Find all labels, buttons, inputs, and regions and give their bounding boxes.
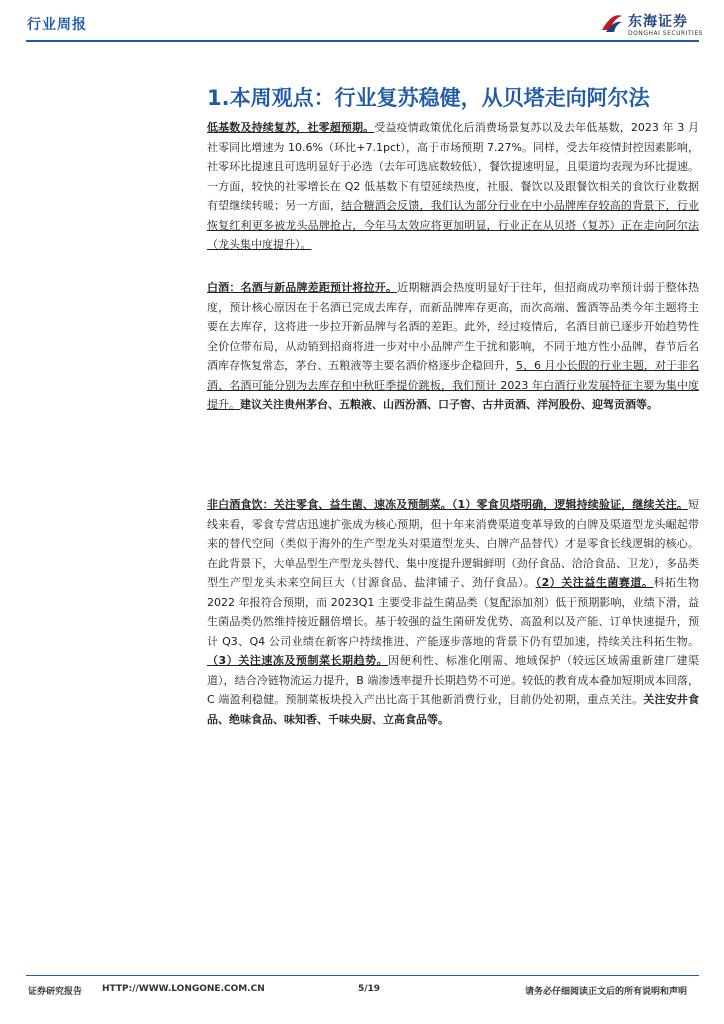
header-divider	[26, 40, 699, 42]
subsection-snacks-text: 短线来看，零食专营店迅速扩张成为核心预期，但十年来消费渠道变革导致的白牌及渠道型龙头崛起带来的替代空间（类似于海外的生产型龙头对渠道型龙头、白牌产品替代）才是零食长线逻辑的核心。在此背景下，大单品型生产型龙头替代、集中度提升逻辑鲜明（劲仔食品、洽洽食品、卫龙），多品类型生产型龙头未来空间巨大（甘源食品、盐津铺子、劲仔食品）。	[207, 498, 699, 589]
subsection-snacks-heading: （1）零食贝塔明确，逻辑持续验证，继续关注。	[451, 498, 688, 511]
paragraph-recommendation: 关注安井食品、绝味食品、味知香、千味央厨、立高食品等。	[207, 693, 699, 726]
logo-text-en: DONGHAI SECURITIES	[628, 30, 703, 37]
paragraph-highlight: 结合糖酒会反馈，我们认为部分行业在中小品牌库存较高的背景下，行业恢复红利更多被龙头品牌抢占，今年马太效应将更加明显，行业正在从贝塔（复苏）正在走向阿尔法（龙头集中度提升）。	[207, 199, 699, 251]
subsection-probiotics-heading: （2）关注益生菌赛道。	[535, 576, 654, 589]
paragraph-text: 受益疫情政策优化后消费场景复苏以及去年低基数，2023 年 3 月社零同比增速为 10.6%（环比+7.1pct），高于市场预期 7.27%。同样，受去年疫情封控因素影响，社零环比提速且可选明显好于必选（去年可选底数较低），餐饮提速明显，且渠道均表现为环比提速。一方面，较快的社零增长在 Q2 低基数下有望延续热度，社服、餐饮以及跟餐饮相关的食饮行业数据有望继续转暖；另一方面，	[207, 121, 699, 212]
subsection-frozen-text: 因便利性、标准化刚需、地域保护（较远区域需重新建厂建渠道），结合冷链物流运力提升，B 端渗透率提升长期趋势不可逆。较低的教育成本叠加短期成本回落，C 端盈利稳健。预制菜板块投入产出比高于其他新消费行业，目前仍处初期，重点关注。	[207, 654, 700, 706]
paragraph-lead: 非白酒食饮：关注零食、益生菌、速冻及预制菜。	[207, 498, 452, 511]
paragraph-lead: 低基数及持续复苏，社零超预期。	[207, 121, 375, 134]
paragraph-text: 近期糖酒会热度明显好于往年，但招商成功率预计弱于整体热度，预计核心原因在于名酒已完成去库存，而新品牌库存更高，而次高端、酱酒等品类今年主题将主要在去库存，这将进一步拉开新品牌与名酒的差距。此外，经过疫情后，名酒目前已逐步开始趋势性全价位带布局，从动销到招商将进一步对中小品牌产生干扰和影响，不同于地方性小品牌，春节后名酒库存恢复常态，茅台、五粮液等主要名酒价格逐步企稳回升，	[207, 281, 700, 372]
footer-page-number: 5/19	[358, 984, 381, 994]
report-category-tag: 行业周报	[27, 17, 87, 33]
subsection-frozen-heading: （3）关注速冻及预制菜长期趋势。	[207, 654, 389, 667]
subsection-probiotics-text: 科拓生物 2022 年报符合预期，而 2023Q1 主要受非益生菌品类（复配添加剂）低于预期影响，业绩下滑，益生菌品类仍然维持接近翻倍增长。基于较强的益生菌研发优势、高盈利以及产能、订单快速提升，预计 Q3、Q4 公司业绩在新客户持续推进、产能逐步落地的背景下仍有望加速，持续关注科拓生物。	[207, 576, 700, 648]
donghai-logo	[600, 8, 703, 42]
footer-url-link[interactable]: HTTP://WWW.LONGONE.COM.CN	[102, 984, 265, 994]
paragraph-lead: 白酒：名酒与新品牌差距预计将拉开。	[207, 281, 398, 294]
paragraph-non-baijiu	[207, 495, 699, 729]
footer-report-type: 证券研究报告	[28, 987, 83, 997]
section-title: 1.本周观点：行业复苏稳健，从贝塔走向阿尔法	[207, 86, 650, 110]
paragraph-highlight: 5、6 月小长假的行业主题，对于非名酒、名酒可能分别为去库存和中秋旺季提价跳板，我们预计 2023 年白酒行业发展特征主要为集中度提升。	[207, 359, 699, 411]
paragraph-recommendation: 建议关注贵州茅台、五粮液、山西汾酒、口子窖、古井贡酒、洋河股份、迎驾贡酒等。	[240, 398, 658, 411]
footer-disclaimer: 请务必仔细阅读正文后的所有说明和声明	[525, 987, 688, 997]
paragraph-social-retail	[207, 118, 699, 255]
donghai-logo-icon	[600, 10, 624, 34]
logo-text-cn: 东海证券	[628, 14, 688, 30]
paragraph-baijiu	[207, 278, 699, 415]
footer-divider	[26, 975, 699, 976]
